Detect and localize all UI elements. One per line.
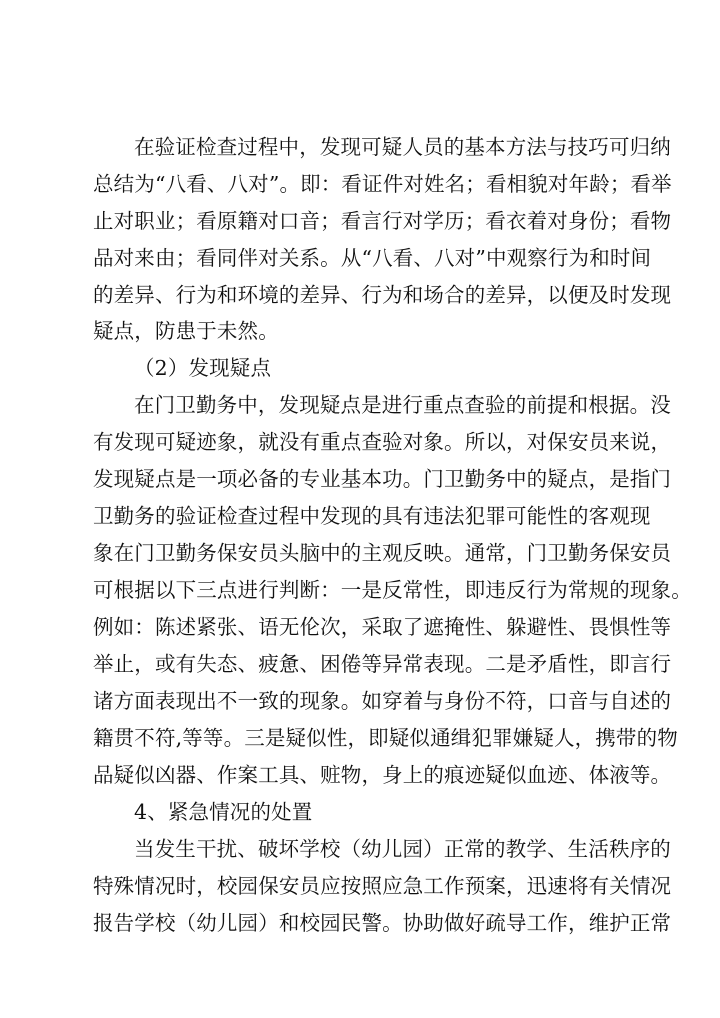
section-heading-emergency-handling: 4、紧急情况的处置 [134, 800, 313, 824]
paragraph-2-line-8: 举止，或有失态、疲惫、困倦等异常表现。二是矛盾性，即言行 [93, 652, 672, 676]
paragraph-2-line-11: 品疑似凶器、作案工具、赃物，身上的痕迹疑似血迹、体液等。 [93, 763, 672, 787]
paragraph-1-line-6: 疑点，防患于未然。 [93, 319, 279, 343]
paragraph-1-line-1: 在验证检查过程中，发现可疑人员的基本方法与技巧可归纳 [134, 135, 671, 159]
paragraph-2-line-10: 籍贯不符,等等。三是疑似性，即疑似通缉犯罪嫌疑人，携带的物 [93, 726, 678, 750]
section-heading-discover-suspicious-points: （2）发现疑点 [134, 356, 272, 380]
paragraph-2-line-9: 诸方面表现出不一致的现象。如穿着与身份不符，口音与自述的 [93, 689, 672, 713]
paragraph-2-line-3: 发现疑点是一项必备的专业基本功。门卫勤务中的疑点，是指门 [93, 467, 672, 491]
paragraph-2-line-5: 象在门卫勤务保安员头脑中的主观反映。通常，门卫勤务保安员 [93, 541, 672, 565]
paragraph-1-line-4: 品对来由；看同伴对关系。从“八看、八对”中观察行为和时间 [93, 246, 652, 270]
paragraph-3-line-1: 当发生干扰、破坏学校（幼儿园）正常的教学、生活秩序的 [134, 837, 671, 861]
paragraph-1-line-5: 的差异、行为和环境的差异、行为和场合的差异，以便及时发现 [93, 283, 672, 307]
paragraph-3-line-3: 报告学校（幼儿园）和校园民警。协助做好疏导工作，维护正常 [93, 911, 672, 935]
paragraph-2-line-7: 例如：陈述紧张、语无伦次，采取了遮掩性、躲避性、畏惧性等 [93, 615, 672, 639]
paragraph-2-line-1: 在门卫勤务中，发现疑点是进行重点查验的前提和根据。没 [134, 393, 671, 417]
paragraph-2-line-6: 可根据以下三点进行判断：一是反常性，即违反行为常规的现象。 [93, 578, 692, 602]
paragraph-3-line-2: 特殊情况时，校园保安员应按照应急工作预案，迅速将有关情况 [93, 874, 672, 898]
paragraph-1-line-2: 总结为“八看、八对”。即：看证件对姓名；看相貌对年龄；看举 [93, 172, 672, 196]
paragraph-2-line-4: 卫勤务的验证检查过程中发现的具有违法犯罪可能性的客观现 [93, 504, 651, 528]
paragraph-2-line-2: 有发现可疑迹象，就没有重点查验对象。所以，对保安员来说， [93, 430, 672, 454]
paragraph-1-line-3: 止对职业；看原籍对口音；看言行对学历；看衣着对身份；看物 [93, 209, 672, 233]
